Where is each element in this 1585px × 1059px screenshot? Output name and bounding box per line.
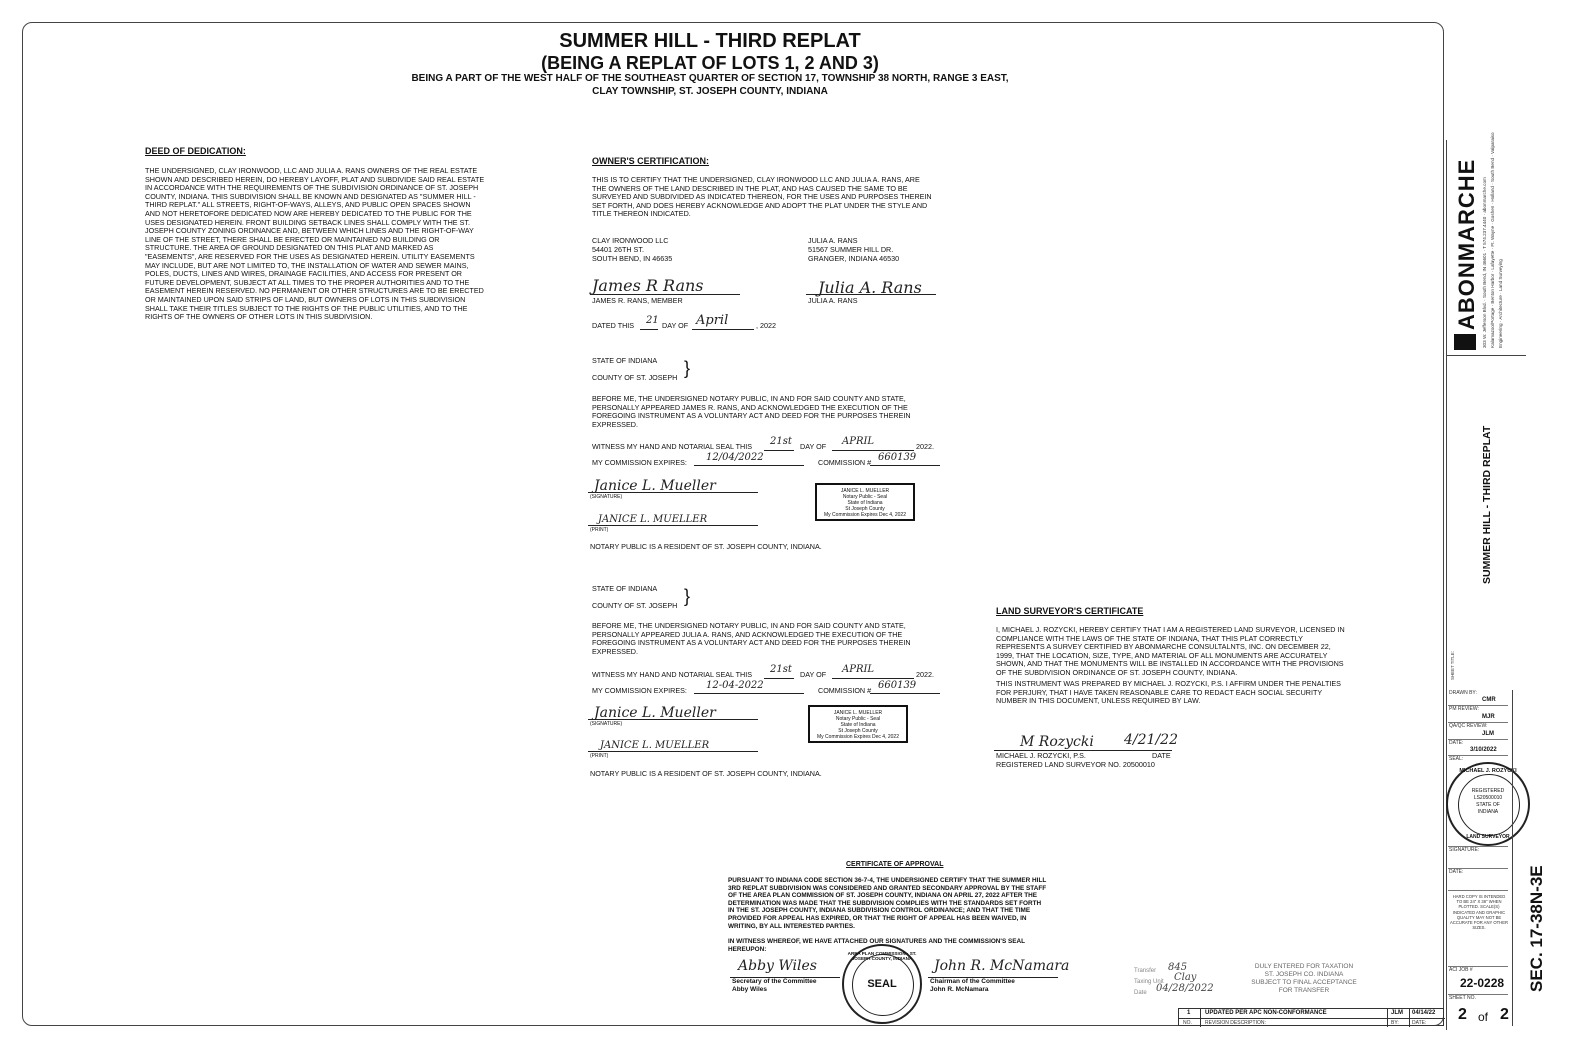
surveyor-seal-bottom: LAND SURVEYOR <box>1466 834 1510 840</box>
notary2-witness: WITNESS MY HAND AND NOTARIAL SEAL THIS <box>592 670 753 679</box>
notary2-expires-line <box>694 693 804 694</box>
dated-month: April <box>696 313 729 328</box>
notary2-print-label: (PRINT) <box>590 753 609 759</box>
surveyor-seal-line: STATE OF <box>1476 802 1500 808</box>
dedication-heading: DEED OF DEDICATION: <box>145 146 246 156</box>
date2-label: DATE: <box>1449 869 1464 875</box>
notary1-stamp <box>815 483 915 521</box>
approval-text: PURSUANT TO INDIANA CODE SECTION 36-7-4, THE UNDERSIGNED CERTIFY THAT THE SUMMER HILL 3RD REPLAT SUBDIVISION WAS CONSIDERED AND GRANTED SECONDARY APPROVAL BY THE STAFF OF THE AREA PLAN COMMISSION OF ST. JOSEPH COUNTY, INDIANA ON APRIL 27, 2022 AFTER THE DETERMINATION WAS MADE THAT THE SUBDIVISION COMPLIES WITH THE STANDARDS SET FORTH IN THE ST. JOSEPH COUNTY, INDIANA SUBDIVISION CONTROL ORDINANCE; AND THAT THE TIME PROVIDED FOR APPEAL HAS EXPIRED, OR THAT THE RIGHT OF APPEAL HAS BEEN WAIVED, IN WRITING, BY ALL INTERESTED PARTIES. <box>728 877 1047 930</box>
brand-offices: Kalamazoo/Portage · Benton Harbor · Lafayette · Ft. Wayne · Goshen · Holland · South Bend · Valparaiso <box>1490 132 1495 348</box>
seal-label: SEAL: <box>1449 756 1464 762</box>
chairman-name: John R. McNamara <box>930 986 989 993</box>
chairman-signature: John R. McNamara <box>934 958 1070 974</box>
taxing-unit-label: Taxing Unit <box>1134 979 1164 985</box>
notary1-state: STATE OF INDIANA <box>592 356 658 365</box>
notary2-state: STATE OF INDIANA <box>592 584 658 593</box>
owner1-name: CLAY IRONWOOD LLC <box>592 236 669 245</box>
owner2-signature-label: JULIA A. RANS <box>808 296 858 305</box>
field-divider <box>1448 890 1508 891</box>
surveyor-seal-center <box>1448 788 1528 816</box>
owner1-city: SOUTH BEND, IN 46635 <box>592 254 673 263</box>
revision-date: 04/14/22 <box>1412 1010 1436 1016</box>
surveyor-name: MICHAEL J. ROZYCKI, P.S. <box>996 751 1086 760</box>
dated-day-line <box>640 329 658 330</box>
notary2-expires: 12-04-2022 <box>706 680 764 691</box>
duly-entered-stamp <box>1240 963 1368 995</box>
notary1-signature: Janice L. Mueller <box>594 478 716 494</box>
notary2-signature: Janice L. Mueller <box>594 705 716 721</box>
notary1-text: BEFORE ME, THE UNDERSIGNED NOTARY PUBLIC, IN AND FOR SAID COUNTY AND STATE, PERSONALLY APPEARED JAMES R. RANS, AND ACKNOWLEDGED THE EXECUTION OF THE FOREGOING INSTRUMENT AS A VOLUNTARY ACT AND DEED FOR THE PURPOSES THEREIN EXPRESSED. <box>592 394 911 429</box>
owner2-address <box>808 236 899 263</box>
notary1-signature-line <box>588 492 758 493</box>
drawing-date: 3/10/2022 <box>1470 747 1497 753</box>
logo-mark-icon <box>1454 334 1476 350</box>
notary2-commission: 660139 <box>878 680 917 691</box>
notary2-stamp-line: State of Indiana <box>840 722 876 728</box>
notary2-stamp-line: Notary Public - Seal <box>835 716 881 722</box>
titleblock-divider <box>1446 355 1526 356</box>
notary2-county: COUNTY OF ST. JOSEPH <box>592 601 678 610</box>
date-label: DATE: <box>1449 740 1464 746</box>
dated-day: 21 <box>646 315 659 326</box>
pm-review-label: PM REVIEW: <box>1449 706 1479 712</box>
pm-review: MJR <box>1482 714 1495 720</box>
job-number-label: ACI JOB # <box>1449 967 1473 973</box>
owner2-name: JULIA A. RANS <box>808 236 858 245</box>
revision-no: 1 <box>1187 1010 1191 1016</box>
notary2-signature-line <box>588 719 758 720</box>
owners-text: THIS IS TO CERTIFY THAT THE UNDERSIGNED, CLAY IRONWOOD LLC AND JULIA A. RANS, ARE THE OWNERS OF THE LAND DESCRIBED IN THE PLAT, AND HAS CAUSED THE SAME TO BE SURVEYED AND SUBDIVIDED AS INDICATED THEREON, FOR THE USES AND PURPOSES THEREIN SET FORTH, AND DOES HEREBY ACKNOWLEDGE AND ADOPT THE PLAT UNDER THE STYLE AND TITLE THEREON INDICATED. <box>592 175 932 219</box>
notary2-day-of: DAY OF <box>800 670 827 679</box>
plat-subtitle: (BEING A REPLAT OF LOTS 1, 2 AND 3) <box>541 53 879 73</box>
notary1-brace: } <box>684 358 691 378</box>
notary1-print-line <box>588 525 758 526</box>
plat-description-line2: CLAY TOWNSHIP, ST. JOSEPH COUNTY, INDIANA <box>592 86 828 97</box>
notary1-signature-label: (SIGNATURE) <box>590 494 623 500</box>
sheet-total: 2 <box>1500 1006 1509 1023</box>
surveyor-seal-line: LS20500010 <box>1473 795 1503 801</box>
owner2-signature: Julia A. Rans <box>818 278 922 297</box>
notary1-stamp-line: State of Indiana <box>847 500 883 506</box>
notary1-resident: NOTARY PUBLIC IS A RESIDENT OF ST. JOSEPH COUNTY, INDIANA. <box>590 542 822 551</box>
brand-address: 303 W. Jefferson Blvd. · South Bend, IN 46601 · T 574.237.4440 · abonmarche.com <box>1482 177 1487 348</box>
secretary-name: Abby Wiles <box>732 986 767 993</box>
surveyor-text2: THIS INSTRUMENT WAS PREPARED BY MICHAEL J. ROZYCKI, P.S. I AFFIRM UNDER THE PENALTIES FOR PERJURY, THAT I HAVE TAKEN REASONABLE CARE TO REDACT EACH SOCIAL SECURITY NUMBER IN THIS DOCUMENT, UNLESS REQUIRED BY LAW. <box>996 679 1341 706</box>
owner2-signature-line <box>806 294 936 295</box>
section-label: SEC. 17-38N-3E <box>1527 865 1546 992</box>
notary1-expires-line <box>694 465 804 466</box>
owners-heading: OWNER'S CERTIFICATION: <box>592 156 709 166</box>
dedication-text: THE UNDERSIGNED, CLAY IRONWOOD, LLC AND JULIA A. RANS OWNERS OF THE REAL ESTATE SHOWN AND DESCRIBED HEREIN, DO HEREBY LAYOFF, PLAT AND SUBDIVIDE SAID REAL ESTATE IN ACCORDANCE WITH THE REQUIREMENTS OF THE SUBDIVISION ORDINANCE OF ST. JOSEPH COUNTY, INDIANA. THIS SUBDIVISION SHALL BE KNOWN AND DESIGNATED AS "SUMMER HILL - THIRD REPLAT." ALL STREETS, RIGHT-OF-WAYS, ALLEYS, AND PUBLIC OPEN SPACES SHOWN AND NOT HERETOFORE DEDICATED NOW ARE HEREBY DEDICATED TO THE PUBLIC FOR THE USES DESIGNATED HEREIN. FRONT BUILDING SETBACK LINES SHALL COMPLY WITH THE ST. JOSEPH COUNTY ZONING ORDINANCE AND, BETWEEN WHICH LINES AND THE RIGHT-OF-WAY LINE OF THE STREET, THERE SHALL BE ERECTED OR MAINTAINED NO BUILDING OR STRUCTURE. THE AREA OF GROUND DESIGNATED ON THIS PLAT AND MARKED AS "EASEMENTS", ARE RESERVED FOR THE USES AS DESIGNATED HEREIN. UTILITY EASEMENTS MAY INCLUDE, BUT ARE NOT LIMITED TO, THE INSTALLATION OF WATER AND SEWER MAINS, POLES, DUCTS, LINES AND WIRES, DRAINAGE FACILITIES, AND ACCESS FOR PRESENT OR FUTURE DEVELOPMENT, SUBJECT AT ALL TIMES TO THE PROPER AUTHORITIES AND TO THE EASEMENT HEREIN RESERVED. NO PERMANENT OR OTHER STRUCTURES ARE TO BE ERECTED OR MAINTAINED UPON SAID STRIPS OF LAND, BUT OWNERS OF LOTS IN THIS SUBDIVISION SHALL TAKE THEIR TITLES SUBJECT TO THE RIGHTS OF THE PUBLIC UTILITIES, AND TO THE RIGHTS OF THE OWNERS OF OTHER LOTS IN THIS SUBDIVISION. <box>145 166 485 322</box>
revision-by: JLM <box>1391 1010 1403 1016</box>
dated-prefix: DATED THIS <box>592 321 635 330</box>
notary1-commission-line <box>870 465 940 466</box>
surveyor-seal-line: REGISTERED <box>1471 788 1505 794</box>
qa-review-label: QA/QC REVIEW: <box>1449 723 1488 729</box>
notary2-brace: } <box>684 586 691 606</box>
approval-witness: IN WITNESS WHEREOF, WE HAVE ATTACHED OUR SIGNATURES AND THE COMMISSION'S SEAL HEREUPON: <box>728 938 1025 953</box>
notary1-month: APRIL <box>842 436 875 447</box>
commission-seal <box>842 944 922 1024</box>
notary2-day-line <box>764 678 794 679</box>
notary2-month: APRIL <box>842 664 875 675</box>
notary2-stamp-line: JANICE L. MUELLER <box>833 710 883 716</box>
plat-description-line1: BEING A PART OF THE WEST HALF OF THE SOUTHEAST QUARTER OF SECTION 17, TOWNSHIP 38 NORTH, RANGE 3 EAST, <box>411 73 1009 84</box>
surveyor-date-label: DATE <box>1152 751 1171 760</box>
notary2-print: JANICE L. MUELLER <box>600 740 710 751</box>
surveyor-heading: LAND SURVEYOR'S CERTIFICATE <box>996 606 1144 616</box>
surveyor-date-hand: 4/21/22 <box>1124 732 1178 748</box>
notary2-signature-label: (SIGNATURE) <box>590 721 623 727</box>
dated-year: , 2022 <box>756 321 776 330</box>
revision-table <box>1178 1008 1444 1026</box>
notary1-year: 2022. <box>916 442 934 451</box>
hardcopy-note: HARD COPY IS INTENDED TO BE 24" X 36" WHEN PLOTTED. SCALE(S) INDICATED AND GRAPHIC QUALITY MAY NOT BE ACCURATE FOR ANY OTHER SIZES. <box>1450 894 1509 931</box>
sheet-number: 2 <box>1458 1006 1467 1023</box>
sheet-title: SUMMER HILL - THIRD REPLAT <box>1481 425 1493 584</box>
notary1-expires-label: MY COMMISSION EXPIRES: <box>592 458 687 467</box>
sheet-title-label: SHEET TITLE: <box>1450 651 1455 680</box>
owner2-street: 51567 SUMMER HILL DR. <box>808 245 894 254</box>
notary1-stamp-line: St Joseph County <box>845 506 885 512</box>
revision-desc: UPDATED PER APC NON-CONFORMANCE <box>1205 1010 1327 1016</box>
transfer-value: 845 <box>1168 962 1188 973</box>
notary2-expires-label: MY COMMISSION EXPIRES: <box>592 686 687 695</box>
owner1-street: 54401 26TH ST. <box>592 245 644 254</box>
transfer-label: Transfer <box>1134 968 1157 974</box>
surveyor-seal-name: MICHAEL J. ROZYCKI <box>1459 768 1517 774</box>
tax-date-value: 04/28/2022 <box>1156 983 1214 994</box>
titleblock-border <box>1446 140 1447 1030</box>
notary1-county: COUNTY OF ST. JOSEPH <box>592 373 678 382</box>
notary1-month-line <box>832 450 914 451</box>
surveyor-text1: I, MICHAEL J. ROZYCKI, HEREBY CERTIFY THAT I AM A REGISTERED LAND SURVEYOR, LICENSED IN COMPLIANCE WITH THE LAWS OF THE STATE OF INDIANA, THAT THIS PLAT CORRECTLY REPRESENTS A SURVEY CERTIFIED BY ABONMARCHE CONSULTALNTS, INC. ON DECEMBER 22, 1999, THAT THE LOCATION, SIZE, TYPE, AND MATERIAL OF ALL MONUMENTS ARE ACCURATELY SHOWN, AND THAT THE MONUMENTS WILL BE INSTALLED IN ACCORDANCE WITH THE PROVISIONS OF THE SUBDIVISION ORDINANCE OF ST. JOSEPH COUNTY, INDIANA. <box>996 625 1345 677</box>
commission-seal-center: SEAL <box>867 978 897 990</box>
brand-disciplines: Engineering · Architecture · Land Surveying <box>1498 259 1503 348</box>
notary2-stamp-line: St Joseph County <box>838 728 878 734</box>
tax-date-label: Date <box>1134 990 1147 996</box>
surveyor-seal-line: INDIANA <box>1477 809 1499 815</box>
surveyor-seal <box>1446 762 1530 846</box>
signature-label: SIGNATURE: <box>1449 847 1480 853</box>
notary1-stamp-line: Notary Public - Seal <box>842 494 888 500</box>
commission-seal-ring: AREA PLAN COMMISSION · ST. JOSEPH COUNTY, INDIANA <box>847 951 917 961</box>
drawn-by: CMR <box>1482 697 1496 703</box>
notary2-stamp-line: My Commission Expires Dec 4, 2022 <box>817 734 899 740</box>
notary2-commission-line <box>870 693 940 694</box>
surveyor-registration: REGISTERED LAND SURVEYOR NO. 20500010 <box>996 760 1155 769</box>
notary1-commission: 660139 <box>878 452 917 463</box>
dated-month-line <box>692 329 754 330</box>
notary2-text: BEFORE ME, THE UNDERSIGNED NOTARY PUBLIC, IN AND FOR SAID COUNTY AND STATE, PERSONALLY APPEARED JULIA A. RANS, AND ACKNOWLEDGED THE EXECUTION OF THE FOREGOING INSTRUMENT AS A VOLUNTARY ACT AND DEED FOR THE PURPOSES THEREIN EXPRESSED. <box>592 621 911 656</box>
notary1-day: 21st <box>770 436 792 447</box>
dated-mid: DAY OF <box>662 321 689 330</box>
job-number: 22-0228 <box>1460 976 1505 990</box>
duly-entered-line: SUBJECT TO FINAL ACCEPTANCE <box>1251 979 1357 986</box>
owner2-city: GRANGER, INDIANA 46530 <box>808 254 900 263</box>
notary2-commission-label: COMMISSION # <box>818 686 872 695</box>
secretary-label: Secretary of the Committee <box>732 978 817 985</box>
revision-by-label: BY: <box>1391 1020 1399 1026</box>
notary2-resident: NOTARY PUBLIC IS A RESIDENT OF ST. JOSEPH COUNTY, INDIANA. <box>590 769 822 778</box>
brand-name: ABONMARCHE <box>1454 158 1479 330</box>
notary1-stamp-line: JANICE L. MUELLER <box>840 488 890 494</box>
notary2-year: 2022. <box>916 670 934 679</box>
plat-title: SUMMER HILL - THIRD REPLAT <box>559 30 861 52</box>
secretary-signature: Abby Wiles <box>738 958 817 974</box>
chairman-label: Chairman of the Committee <box>930 978 1015 985</box>
taxing-unit-value: Clay <box>1174 972 1197 983</box>
duly-entered-line: ST. JOSEPH CO. INDIANA <box>1264 971 1344 978</box>
notary1-print: JANICE L. MUELLER <box>598 514 708 525</box>
sheet-of: of <box>1478 1010 1489 1024</box>
approval-heading: CERTIFICATE OF APPROVAL <box>846 861 944 868</box>
notary2-day: 21st <box>770 664 792 675</box>
notary1-print-label: (PRINT) <box>590 527 609 533</box>
notary2-month-line <box>832 678 914 679</box>
surveyor-signature: M Rozycki <box>1020 734 1094 750</box>
revision-date-label: DATE: <box>1412 1020 1427 1026</box>
notary2-print-line <box>588 751 758 752</box>
duly-entered-line: DULY ENTERED FOR TAXATION <box>1254 963 1354 970</box>
sheet-no-label: SHEET NO. <box>1449 995 1476 1001</box>
owner1-signature-line <box>590 294 740 295</box>
notary1-day-line <box>764 450 794 451</box>
notary2-stamp <box>808 705 908 743</box>
notary1-day-of: DAY OF <box>800 442 827 451</box>
brand-logo <box>1454 144 1479 349</box>
owner1-signature: James R Rans <box>592 276 704 295</box>
owner1-address <box>592 236 672 263</box>
section-divider <box>1512 690 1513 1026</box>
notary1-stamp-line: My Commission Expires Dec 4, 2022 <box>824 512 906 518</box>
revision-desc-label: REVISION DESCRIPTION: <box>1205 1020 1266 1026</box>
qa-review: JLM <box>1482 731 1494 737</box>
drawn-by-label: DRAWN BY: <box>1449 690 1477 696</box>
notary1-witness: WITNESS MY HAND AND NOTARIAL SEAL THIS <box>592 442 753 451</box>
owner1-signature-label: JAMES R. RANS, MEMBER <box>592 296 683 305</box>
duly-entered-line: FOR TRANSFER <box>1278 987 1330 994</box>
notary1-expires: 12/04/2022 <box>706 452 764 463</box>
revision-no-label: NO. <box>1183 1020 1192 1026</box>
notary1-commission-label: COMMISSION # <box>818 458 872 467</box>
